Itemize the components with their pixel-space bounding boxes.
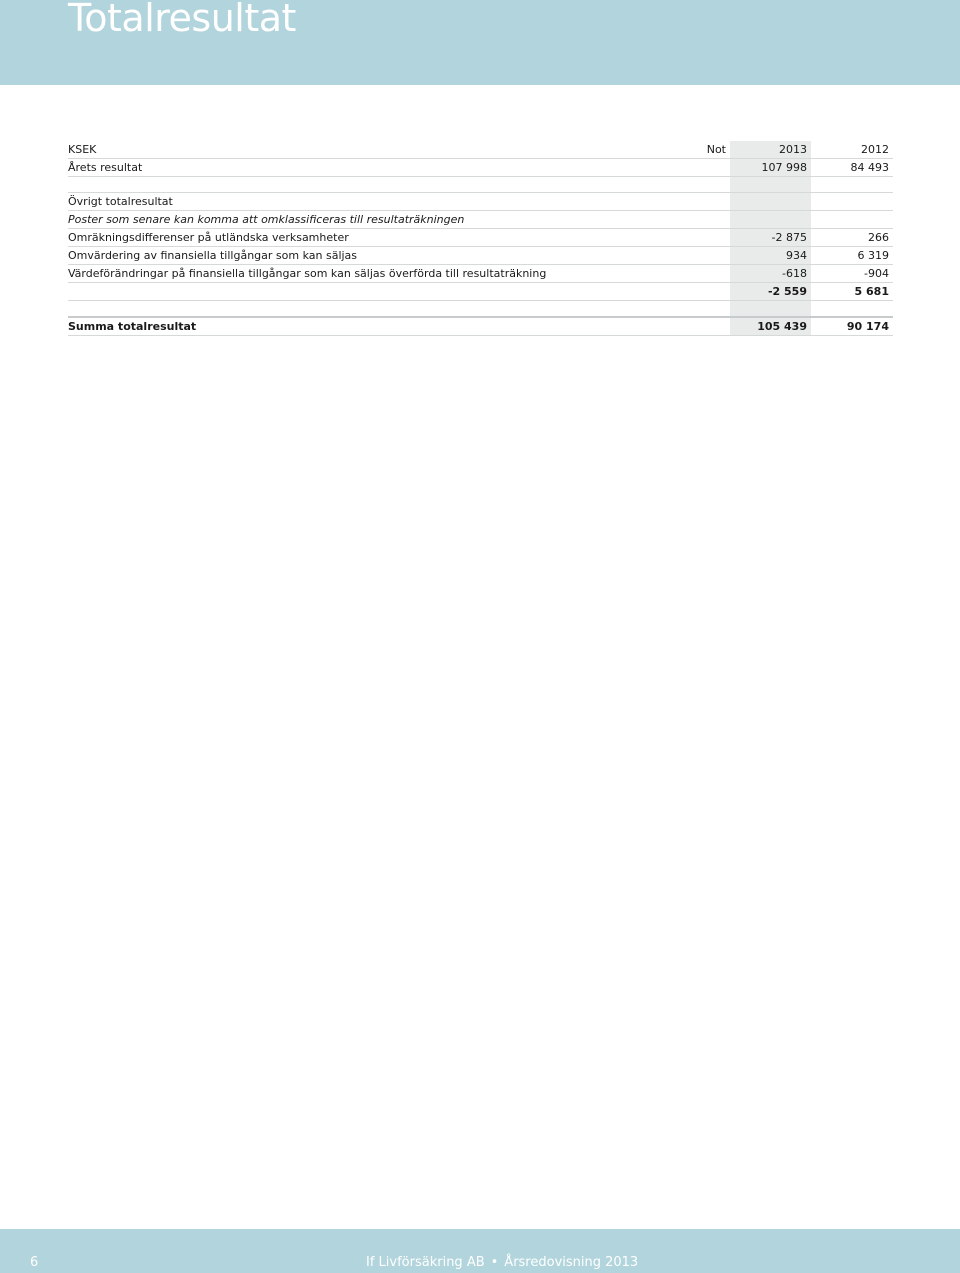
row-label: Värdeförändringar på finansiella tillgångar som kan säljas överförda till resultaträkning (68, 267, 547, 280)
value-2013: -618 (730, 265, 811, 282)
table-row-arets-resultat (68, 159, 893, 177)
totalresultat-table (68, 141, 893, 336)
shade-cell (730, 193, 811, 210)
footer-report: Årsredovisning 2013 (504, 1255, 639, 1270)
value-2013: -2 875 (730, 229, 811, 246)
column-header-2013: 2013 (730, 141, 811, 158)
page-number: 6 (30, 1255, 39, 1270)
shade-cell (730, 177, 811, 192)
footer-band (0, 1229, 960, 1273)
value-2012: 6 319 (857, 249, 889, 262)
footer-company: If Livförsäkring AB (366, 1255, 485, 1270)
footer-separator: • (490, 1255, 499, 1270)
summa-2012: 90 174 (846, 320, 889, 333)
value-2012: -904 (864, 267, 889, 280)
subtotal-row (68, 283, 893, 301)
table-row (68, 247, 893, 265)
value-2013: 934 (730, 247, 811, 264)
section-subheading: Poster som senare kan komma att omklassificeras till resultaträkningen (68, 213, 465, 226)
row-label: Årets resultat (68, 161, 143, 174)
value-2012: 84 493 (850, 161, 889, 174)
column-header-2012: 2012 (861, 143, 889, 156)
shade-cell (730, 211, 811, 228)
section-heading-row (68, 193, 893, 211)
footer-text (366, 1255, 638, 1270)
summa-2013: 105 439 (730, 318, 811, 335)
column-header-ksek: KSEK (68, 143, 97, 156)
shade-cell (730, 301, 811, 316)
section-heading: Övrigt totalresultat (68, 195, 173, 208)
page-title: Totalresultat (68, 0, 296, 40)
table-header-row (68, 141, 893, 159)
table-spacer (68, 177, 893, 193)
value-2012: 266 (868, 231, 889, 244)
value-2013: 107 998 (730, 159, 811, 176)
table-row (68, 229, 893, 247)
subtotal-2012: 5 681 (854, 285, 889, 298)
subtotal-2013: -2 559 (730, 283, 811, 300)
row-label: Omräkningsdifferenser på utländska verksamheter (68, 231, 349, 244)
summa-label: Summa totalresultat (68, 320, 197, 333)
subheading-row (68, 211, 893, 229)
header-band (0, 0, 960, 85)
column-header-not: Not (706, 143, 726, 156)
table-spacer (68, 301, 893, 318)
table-row (68, 265, 893, 283)
row-label: Omvärdering av finansiella tillgångar som kan säljas (68, 249, 358, 262)
summa-row (68, 318, 893, 336)
